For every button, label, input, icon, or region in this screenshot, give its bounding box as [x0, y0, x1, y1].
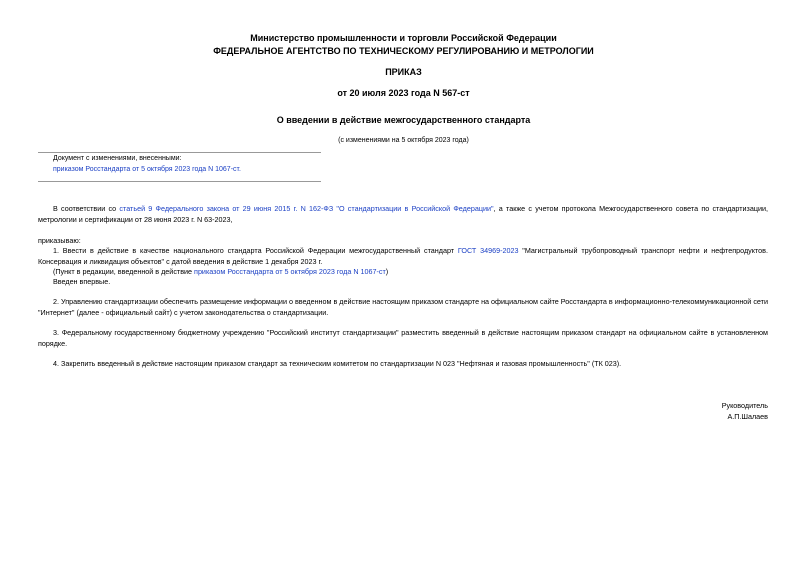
ministry-name: Министерство промышленности и торговли Российской Федерации — [250, 33, 557, 43]
amendments-box — [53, 154, 241, 175]
note-top-divider — [38, 152, 321, 153]
note-line: Документ с изменениями, внесенными: — [53, 155, 182, 162]
item-4: 4. Закрепить введенный в действие настоящим приказом стандарт за техническим комитетом по стандартизации N 023 "Нефтяная и газовая промышленность" (ТК 023). — [53, 359, 622, 368]
order-word: приказываю: — [38, 236, 81, 245]
edition-text: (Пункт в редакции, введенной в действие — [53, 267, 195, 276]
preamble-paragraph — [38, 204, 768, 225]
doc-title: О введении в действие межгосударственного стандарта — [276, 115, 531, 125]
signature-block — [722, 401, 768, 422]
doc-type: ПРИКАЗ — [385, 67, 422, 77]
preamble-text: В соответствии со — [53, 204, 120, 213]
item-2: 2. Управлению стандартизации обеспечить размещение информации о введенном в действие настоящим приказом стандарте на официальном сайте Росстандарта в информационно-телекоммуникационной сети "Интернет" (далее - официальный сайт) с учетом законодательства о стандартизации. — [38, 297, 768, 317]
preamble-text-cont: , а также с учетом протокола Межгосударственного совета по стандартизации, метрологии и сертификации от 28 июня 2023 г. N 63-2023, — [38, 204, 768, 224]
item-1-text-cont: "Магистральный трубопроводный транспорт нефти и нефтепродуктов. Консервация и ликвидация объектов" с датой введения в действие 1 декабря 2023 г. — [38, 246, 768, 266]
gost-link[interactable]: ГОСТ 34969-2023 — [457, 246, 519, 255]
item-1 — [38, 246, 768, 267]
amendments-note: (с изменениями на 5 октября 2023 года) — [338, 137, 469, 144]
edition-order-link[interactable]: приказом Росстандарта от 5 октября 2023 года N 1067-ст — [194, 267, 386, 276]
signature-role: Руководитель — [721, 401, 768, 410]
item-1-edition-note — [38, 267, 768, 278]
item-1-text: 1. Ввести в действие в качестве национального стандарта Российской Федерации межгосударственный стандарт — [53, 246, 458, 255]
note-amendment-link[interactable]: приказом Росстандарта от 5 октября 2023 года N 1067-ст. — [53, 165, 241, 173]
first-time-note: Введен впервые. — [53, 277, 111, 286]
agency-name: ФЕДЕРАЛЬНОЕ АГЕНТСТВО ПО ТЕХНИЧЕСКОМУ РЕГУЛИРОВАНИЮ И МЕТРОЛОГИИ — [213, 46, 594, 56]
doc-date-number: от 20 июля 2023 года N 567-ст — [337, 88, 470, 98]
note-bottom-divider — [38, 181, 321, 182]
law-link[interactable]: статьей 9 Федерального закона от 29 июня 2015 г. N 162-ФЗ "О стандартизации в Российской Федерации" — [119, 204, 494, 213]
item-3: 3. Федеральному государственному бюджетному учреждению "Российский институт стандартизации" разместить введенный в действие настоящим приказом стандарт на официальном сайте в установленном порядке. — [38, 328, 768, 348]
edition-text-end: ) — [385, 267, 389, 276]
signature-name: А.П.Шалаев — [727, 411, 768, 421]
